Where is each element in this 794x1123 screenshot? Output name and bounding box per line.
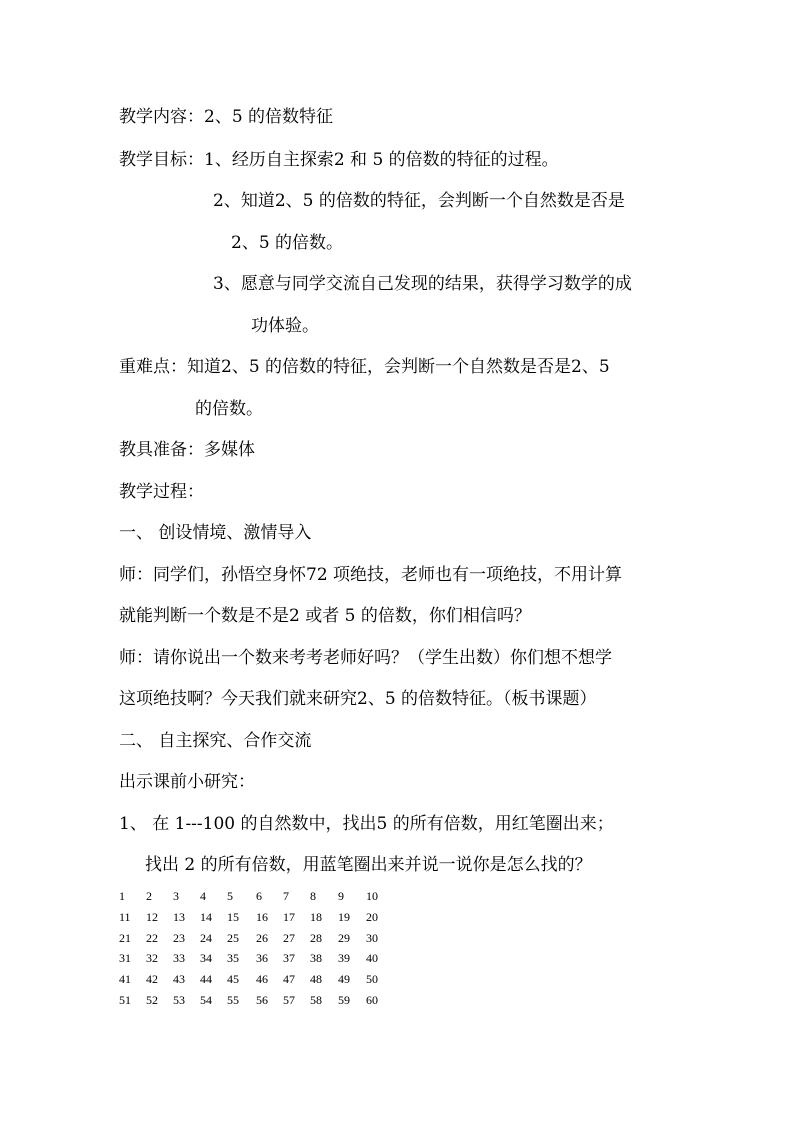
number-cell: 4 <box>200 889 206 903</box>
number-cell: 57 <box>283 992 295 1007</box>
number-cell: 53 <box>173 992 185 1007</box>
teaching-aids: 教具准备：多媒体 <box>119 440 255 460</box>
number-cell: 16 <box>256 909 268 924</box>
number-cell: 38 <box>310 951 322 966</box>
number-cell: 9 <box>338 889 344 903</box>
number-cell: 21 <box>119 930 131 945</box>
number-cell: 45 <box>227 972 239 987</box>
task-1-cont: 找出 2 的所有倍数，用蓝笔圈出来并说一说你是怎么找的？ <box>145 855 592 875</box>
number-cell: 11 <box>119 909 131 924</box>
number-cell: 37 <box>283 951 295 966</box>
number-cell: 60 <box>366 992 378 1007</box>
number-cell: 40 <box>366 951 378 966</box>
number-cell: 43 <box>173 972 185 987</box>
number-cell: 12 <box>146 909 158 924</box>
number-cell: 31 <box>119 951 131 966</box>
number-cell: 35 <box>227 951 239 966</box>
number-cell: 3 <box>173 889 179 903</box>
number-cell: 22 <box>146 930 158 945</box>
number-cell: 6 <box>256 889 262 903</box>
number-cell: 5 <box>227 889 233 903</box>
number-cell: 28 <box>310 930 322 945</box>
teacher-line-1: 师：同学们，孙悟空身怀72 项绝技，老师也有一项绝技，不用计算 <box>119 565 623 585</box>
number-cell: 51 <box>119 992 131 1007</box>
number-cell: 58 <box>310 992 322 1007</box>
number-cell: 44 <box>200 972 212 987</box>
number-cell: 50 <box>366 972 378 987</box>
section-one-heading: 一、 创设情境、激情导入 <box>119 523 312 543</box>
number-cell: 30 <box>366 930 378 945</box>
number-cell: 26 <box>256 930 268 945</box>
key-points-cont: 的倍数。 <box>195 399 263 419</box>
section-two-heading: 二、 自主探究、合作交流 <box>119 731 312 751</box>
number-cell: 19 <box>338 909 350 924</box>
teacher-line-2-cont: 这项绝技啊？今天我们就来研究2、5 的倍数特征。（板书课题） <box>119 689 597 709</box>
number-cell: 25 <box>227 930 239 945</box>
number-cell: 42 <box>146 972 158 987</box>
number-cell: 49 <box>338 972 350 987</box>
number-cell: 39 <box>338 951 350 966</box>
teaching-goal-3: 3、愿意与同学交流自己发现的结果，获得学习数学的成 <box>213 274 632 294</box>
number-cell: 20 <box>366 909 378 924</box>
number-cell: 36 <box>256 951 268 966</box>
number-cell: 46 <box>256 972 268 987</box>
number-cell: 13 <box>173 909 185 924</box>
number-cell: 48 <box>310 972 322 987</box>
pre-study-heading: 出示课前小研究： <box>119 772 255 792</box>
number-cell: 27 <box>283 930 295 945</box>
number-cell: 59 <box>338 992 350 1007</box>
number-cell: 8 <box>310 889 316 903</box>
number-cell: 18 <box>310 909 322 924</box>
number-cell: 2 <box>146 889 152 903</box>
number-cell: 54 <box>200 992 212 1007</box>
number-cell: 10 <box>366 889 378 903</box>
number-cell: 55 <box>227 992 239 1007</box>
teaching-goal-1: 教学目标：1、经历自主探索2 和 5 的倍数的特征的过程。 <box>119 150 559 170</box>
key-points: 重难点：知道2、5 的倍数的特征，会判断一个自然数是否是2、5 <box>119 357 610 377</box>
teaching-goal-2: 2、知道2、5 的倍数的特征，会判断一个自然数是否是 <box>213 191 625 211</box>
number-cell: 24 <box>200 930 212 945</box>
teacher-line-2: 师：请你说出一个数来考考老师好吗？（学生出数）你们想不想学 <box>119 648 612 668</box>
teacher-line-1-cont: 就能判断一个数是不是2 或者 5 的倍数，你们相信吗？ <box>119 606 531 626</box>
teaching-process-heading: 教学过程： <box>119 482 204 502</box>
number-cell: 56 <box>256 992 268 1007</box>
number-cell: 34 <box>200 951 212 966</box>
teaching-goal-3-cont: 功体验。 <box>251 316 319 336</box>
number-cell: 17 <box>283 909 295 924</box>
number-cell: 14 <box>200 909 212 924</box>
task-1: 1、 在 1---100 的自然数中，找出5 的所有倍数，用红笔圈出来； <box>119 814 614 834</box>
number-cell: 33 <box>173 951 185 966</box>
number-cell: 7 <box>283 889 289 903</box>
number-cell: 15 <box>227 909 239 924</box>
teaching-goal-2-cont: 2、5 的倍数。 <box>231 233 344 253</box>
number-cell: 47 <box>283 972 295 987</box>
number-cell: 32 <box>146 951 158 966</box>
teaching-content: 教学内容：2、5 的倍数特征 <box>119 107 334 127</box>
number-cell: 41 <box>119 972 131 987</box>
number-cell: 52 <box>146 992 158 1007</box>
number-cell: 1 <box>119 889 125 903</box>
number-cell: 23 <box>173 930 185 945</box>
number-cell: 29 <box>338 930 350 945</box>
